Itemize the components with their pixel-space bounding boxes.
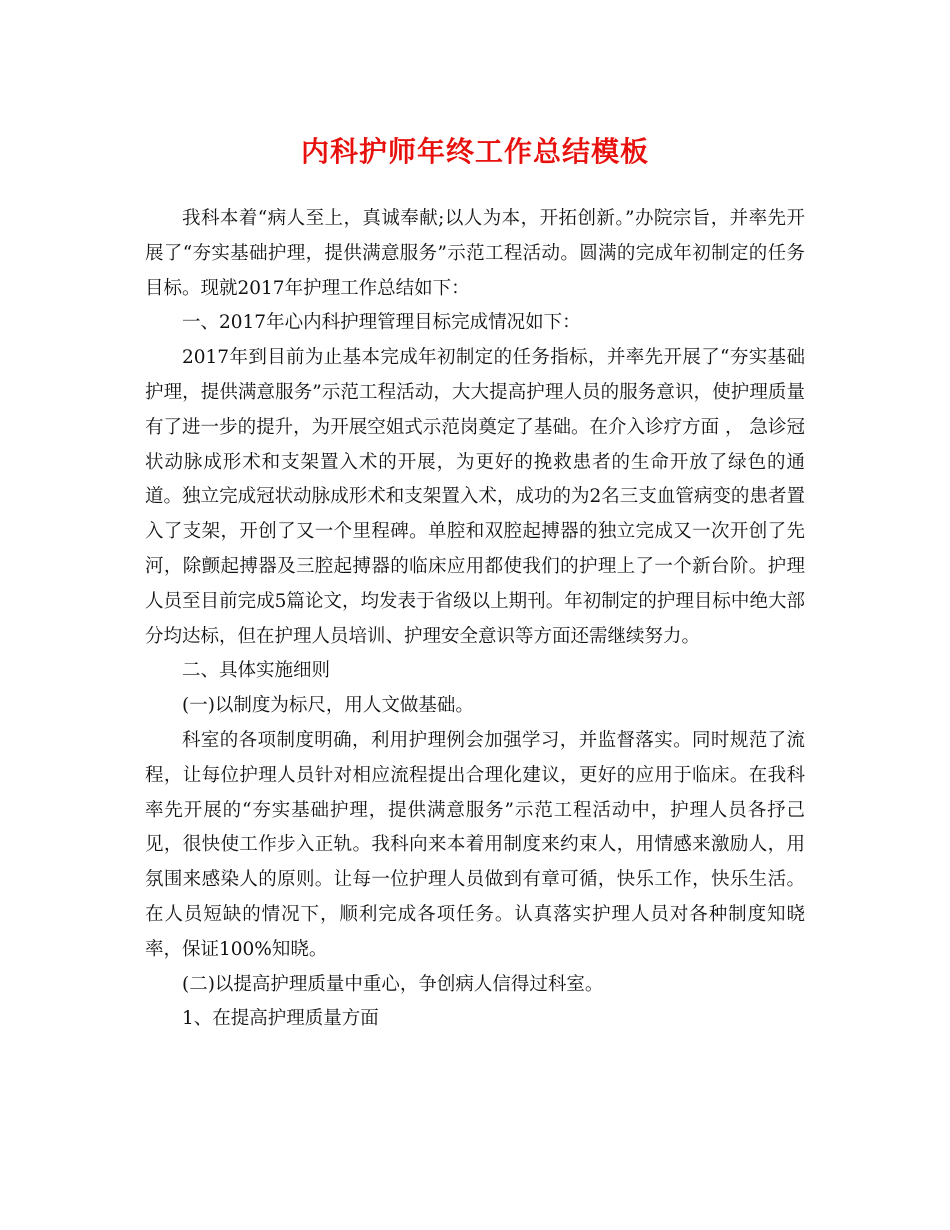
document-body (145, 202, 805, 1037)
document-title: 内科护师年终工作总结模板 (300, 135, 649, 168)
section-heading-2: 二、具体实施细则 (182, 660, 331, 682)
section-1-paragraph: 2017年到目前为止基本完成年初制定的任务指标，并率先开展了“夯实基础护理，提供满意服务”示范工程活动，大大提高护理人员的服务意识，使护理质量有了进一步的提升，为开展空姐式示范岗奠定了基础。在介入诊疗方面 ， 急诊冠状动脉成形术和支架置入术的开展，为更好的挽救患者的生命开放了绿色的通道。独立完成冠状动脉成形术和支架置入术，成功的为2名三支血管病变的患者置入了支架，开创了又一个里程碑。单腔和双腔起搏器的独立完成又一次开创了先河，除颤起搏器及三腔起搏器的临床应用都使我们的护理上了一个新台阶。护理人员至目前完成5篇论文，均发表于省级以上期刊。年初制定的护理目标中绝大部分均达标，但在护理人员培训、护理安全意识等方面还需继续努力。 (145, 347, 805, 647)
item-heading-1: 1、在提高护理质量方面 (182, 1008, 379, 1030)
section-heading-1: 一、2017年心内科护理管理目标完成情况如下： (182, 312, 581, 334)
subsection-1-paragraph: 科室的各项制度明确，利用护理例会加强学习，并监督落实。同时规范了流程，让每位护理人员针对相应流程提出合理化建议，更好的应用于临床。在我科率先开展的“夯实基础护理，提供满意服务”示范工程活动中，护理人员各抒己见，很快使工作步入正轨。我科向来本着用制度来约束人，用情感来激励人，用氛围来感染人的原则。让每一位护理人员做到有章可循，快乐工作，快乐生活。在人员短缺的情况下，顺利完成各项任务。认真落实护理人员对各种制度知晓率，保证100%知晓。 (145, 729, 805, 960)
intro-paragraph: 我科本着“病人至上，真诚奉献;以人为本，开拓创新。”办院宗旨，并率先开展了“夯实基础护理，提供满意服务”示范工程活动。圆满的完成年初制定的任务目标。现就2017年护理工作总结如下： (145, 208, 805, 299)
subsection-heading-1: (一)以制度为标尺，用人文做基础。 (182, 695, 474, 717)
subsection-heading-2: (二)以提高护理质量中重心，争创病人信得过科室。 (182, 973, 604, 995)
